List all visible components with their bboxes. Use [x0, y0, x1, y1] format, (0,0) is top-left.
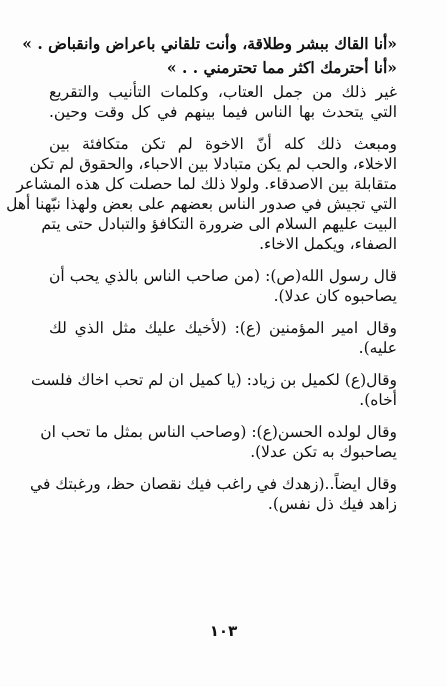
- paragraph-line: غير ذلك من جمل العتاب، وكلمات التأنيب والتقريع: [49, 83, 397, 101]
- hadith-line: أخاه).: [359, 391, 397, 409]
- hadith-line: وقال امير المؤمنين (ع): (لأخيك عليك مثل الذي لك: [49, 319, 397, 337]
- paragraph-line: متقابلة بين الاصدقاء. ولولا ذلك لما حصلت كل هذه المشاعر: [16, 175, 397, 193]
- quote-line: «أنا أحترمك اكثر مما تحترمني . . »: [166, 58, 397, 77]
- hadith-line: يصاحبوك به تكن عدلا).: [250, 443, 397, 461]
- paragraph-line: الاخلاء، والحب لم يكن متبادلا بين الاحباء، والحقوق لم تكن: [29, 155, 397, 173]
- paragraph-line: ومبعث ذلك كله أنّ الاخوة لم تكن متكافئة بين: [49, 135, 397, 153]
- hadith-line: قال رسول الله(ص): (من صاحب الناس بالذي يحب أن: [49, 267, 397, 285]
- paragraph-line: التي يتحدث بها الناس فيما بينهم في كل وقت وحين.: [49, 103, 397, 121]
- body-text: [6, 34, 397, 514]
- quote-line: «أنا القاك ببشر وطلاقة، وأنت تلقاني باعراض وانقباض . »: [22, 34, 397, 53]
- hadith-line: وقال(ع) لكميل بن زياد: (يا كميل ان لم تحب اخاك فلست: [31, 371, 397, 389]
- hadith-line: زاهد فيك ذل نفس).: [267, 495, 397, 513]
- paragraph-line: التي تجيش في صدور الناس بعضهم على بعض ولهذا نبّهنا أهل: [6, 195, 397, 213]
- paragraph-line: الصفاء، ويكمل الاخاء.: [259, 235, 397, 253]
- paragraph-line: البيت عليهم السلام الى ضرورة التكافؤ والتبادل حتى يتم: [41, 215, 397, 233]
- hadith-line: يصاحبوه كان عدلا).: [273, 287, 397, 305]
- page-number: ١٠٣: [209, 622, 238, 640]
- hadith-line: وقال ايضاً..(زهدك في راغب فيك نقصان حظ، ورغبتك في: [30, 475, 397, 493]
- hadith-line: وقال لولده الحسن(ع): (وصاحب الناس بمثل ما تحب ان: [40, 423, 397, 441]
- hadith-line: عليه).: [358, 339, 397, 357]
